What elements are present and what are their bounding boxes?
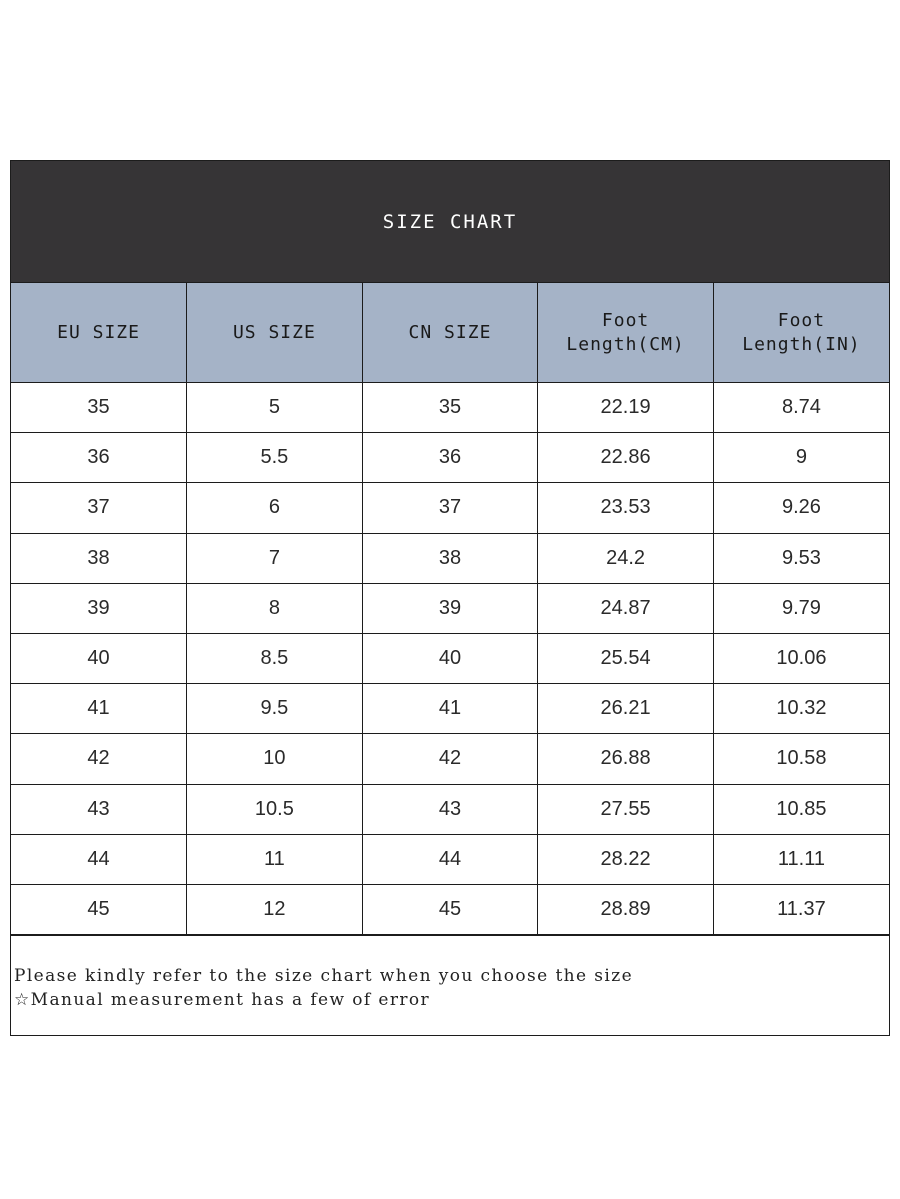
- cell-foot-length-cm: 22.86: [538, 433, 714, 483]
- cell-cn-size: 44: [362, 834, 538, 884]
- cell-us-size: 7: [187, 533, 363, 583]
- header-line: Foot: [777, 309, 826, 331]
- header-line: Foot: [601, 309, 650, 331]
- cell-foot-length-in: 11.37: [713, 884, 889, 934]
- cell-eu-size: 44: [11, 834, 187, 884]
- table-row: [11, 784, 889, 834]
- cell-us-size: 10.5: [187, 784, 363, 834]
- cell-us-size: 11: [187, 834, 363, 884]
- header-line: US SIZE: [232, 321, 316, 343]
- cell-foot-length-cm: 26.21: [538, 684, 714, 734]
- cell-eu-size: 37: [11, 483, 187, 533]
- cell-foot-length-in: 10.85: [713, 784, 889, 834]
- cell-foot-length-cm: 27.55: [538, 784, 714, 834]
- cell-foot-length-cm: 28.22: [538, 834, 714, 884]
- cell-cn-size: 36: [362, 433, 538, 483]
- size-rows: [11, 383, 889, 935]
- table-row: [11, 834, 889, 884]
- cell-eu-size: 45: [11, 884, 187, 934]
- cell-eu-size: 39: [11, 583, 187, 633]
- cell-cn-size: 42: [362, 734, 538, 784]
- cell-eu-size: 35: [11, 383, 187, 433]
- cell-us-size: 5: [187, 383, 363, 433]
- cell-foot-length-in: 9.26: [713, 483, 889, 533]
- cell-foot-length-cm: 24.2: [538, 533, 714, 583]
- header-row: [11, 283, 889, 383]
- header-line: Length(IN): [742, 333, 861, 355]
- table-row: [11, 383, 889, 433]
- header-eu-size: [11, 283, 187, 383]
- table-row: [11, 884, 889, 934]
- table-row: [11, 684, 889, 734]
- header-line: CN SIZE: [408, 321, 492, 343]
- cell-cn-size: 39: [362, 583, 538, 633]
- header-us-size: [187, 283, 363, 383]
- cell-eu-size: 42: [11, 734, 187, 784]
- cell-us-size: 6: [187, 483, 363, 533]
- note-line: ☆Manual measurement has a few of error: [14, 990, 431, 1011]
- cell-foot-length-in: 9: [713, 433, 889, 483]
- cell-foot-length-in: 11.11: [713, 834, 889, 884]
- cell-foot-length-cm: 26.88: [538, 734, 714, 784]
- cell-foot-length-in: 8.74: [713, 383, 889, 433]
- cell-us-size: 9.5: [187, 684, 363, 734]
- chart-title: SIZE CHART: [11, 161, 889, 283]
- cell-eu-size: 43: [11, 784, 187, 834]
- table-row: [11, 633, 889, 683]
- cell-cn-size: 43: [362, 784, 538, 834]
- cell-cn-size: 38: [362, 533, 538, 583]
- cell-cn-size: 40: [362, 633, 538, 683]
- size-chart: [10, 160, 890, 1036]
- cell-foot-length-in: 10.58: [713, 734, 889, 784]
- cell-us-size: 10: [187, 734, 363, 784]
- cell-cn-size: 41: [362, 684, 538, 734]
- cell-foot-length-in: 10.32: [713, 684, 889, 734]
- header-line: Length(CM): [566, 333, 685, 355]
- cell-us-size: 8: [187, 583, 363, 633]
- cell-foot-length-cm: 24.87: [538, 583, 714, 633]
- cell-eu-size: 40: [11, 633, 187, 683]
- cell-foot-length-in: 9.79: [713, 583, 889, 633]
- cell-foot-length-in: 10.06: [713, 633, 889, 683]
- cell-cn-size: 37: [362, 483, 538, 533]
- table-row: [11, 533, 889, 583]
- header-cn-size: [362, 283, 538, 383]
- cell-foot-length-in: 9.53: [713, 533, 889, 583]
- note-line: Please kindly refer to the size chart when you choose the size: [14, 966, 634, 987]
- size-notes: [11, 935, 889, 1035]
- cell-foot-length-cm: 25.54: [538, 633, 714, 683]
- cell-eu-size: 41: [11, 684, 187, 734]
- table-row: [11, 483, 889, 533]
- table-row: [11, 583, 889, 633]
- cell-cn-size: 35: [362, 383, 538, 433]
- table-row: [11, 734, 889, 784]
- cell-us-size: 8.5: [187, 633, 363, 683]
- size-table: [11, 283, 889, 935]
- cell-eu-size: 36: [11, 433, 187, 483]
- cell-foot-length-cm: 22.19: [538, 383, 714, 433]
- cell-foot-length-cm: 23.53: [538, 483, 714, 533]
- header-foot-length-in: [713, 283, 889, 383]
- header-line: EU SIZE: [57, 321, 140, 343]
- cell-foot-length-cm: 28.89: [538, 884, 714, 934]
- header-foot-length-cm: [538, 283, 714, 383]
- cell-eu-size: 38: [11, 533, 187, 583]
- cell-cn-size: 45: [362, 884, 538, 934]
- table-row: [11, 433, 889, 483]
- cell-us-size: 5.5: [187, 433, 363, 483]
- cell-us-size: 12: [187, 884, 363, 934]
